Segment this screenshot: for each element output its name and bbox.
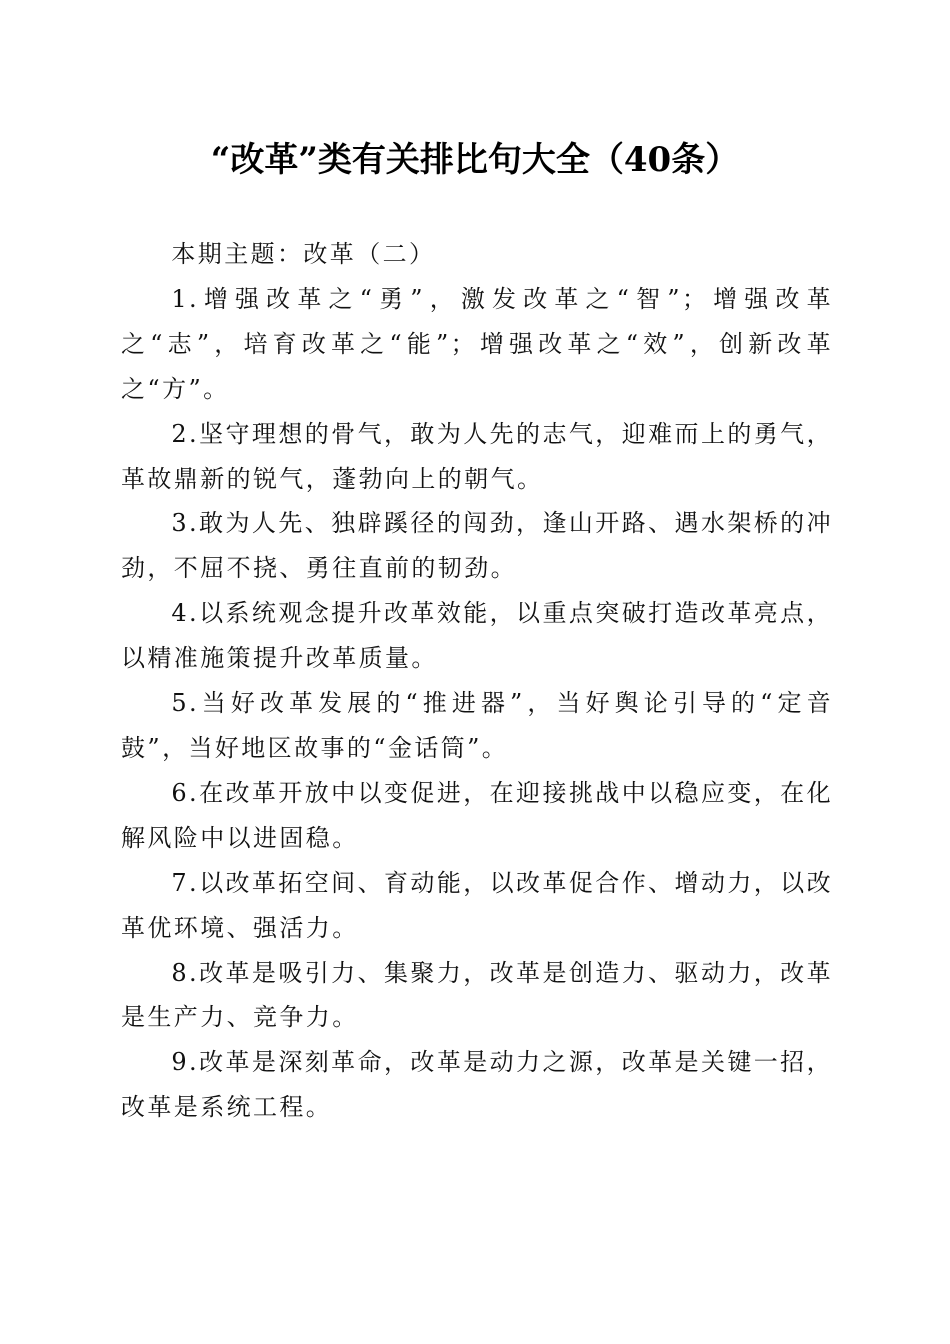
list-item-7: 7.以改革拓空间、育动能，以改革促合作、增动力，以改革优环境、强活力。 (121, 868, 833, 942)
document-body (121, 232, 833, 1130)
document-title: “改革”类有关排比句大全（40条） (210, 140, 740, 180)
list-item-4: 4.以系统观念提升改革效能，以重点突破打造改革亮点，以精准施策提升改革质量。 (121, 599, 833, 673)
list-item-3: 3.敢为人先、独辟蹊径的闯劲，逢山开路、遇水架桥的冲劲，不屈不挠、勇往直前的韧劲。 (121, 509, 833, 583)
list-item-1: 1.增强改革之“勇”，激发改革之“智”；增强改革之“志”，培育改革之“能”；增强改革之“效”，创新改革之“方”。 (121, 284, 833, 403)
list-item-6: 6.在改革开放中以变促进，在迎接挑战中以稳应变，在化解风险中以进固稳。 (121, 778, 833, 852)
list-item-8: 8.改革是吸引力、集聚力，改革是创造力、驱动力，改革是生产力、竞争力。 (121, 958, 833, 1032)
subtitle-paragraph: 本期主题：改革（二） (171, 240, 436, 268)
list-item-5: 5.当好改革发展的“推进器”，当好舆论引导的“定音鼓”，当好地区故事的“金话筒”。 (121, 689, 833, 762)
list-item-9: 9.改革是深刻革命，改革是动力之源，改革是关键一招，改革是系统工程。 (121, 1048, 833, 1122)
list-item-2: 2.坚守理想的骨气，敢为人先的志气，迎难而上的勇气，革故鼎新的锐气，蓬勃向上的朝气。 (121, 419, 833, 493)
